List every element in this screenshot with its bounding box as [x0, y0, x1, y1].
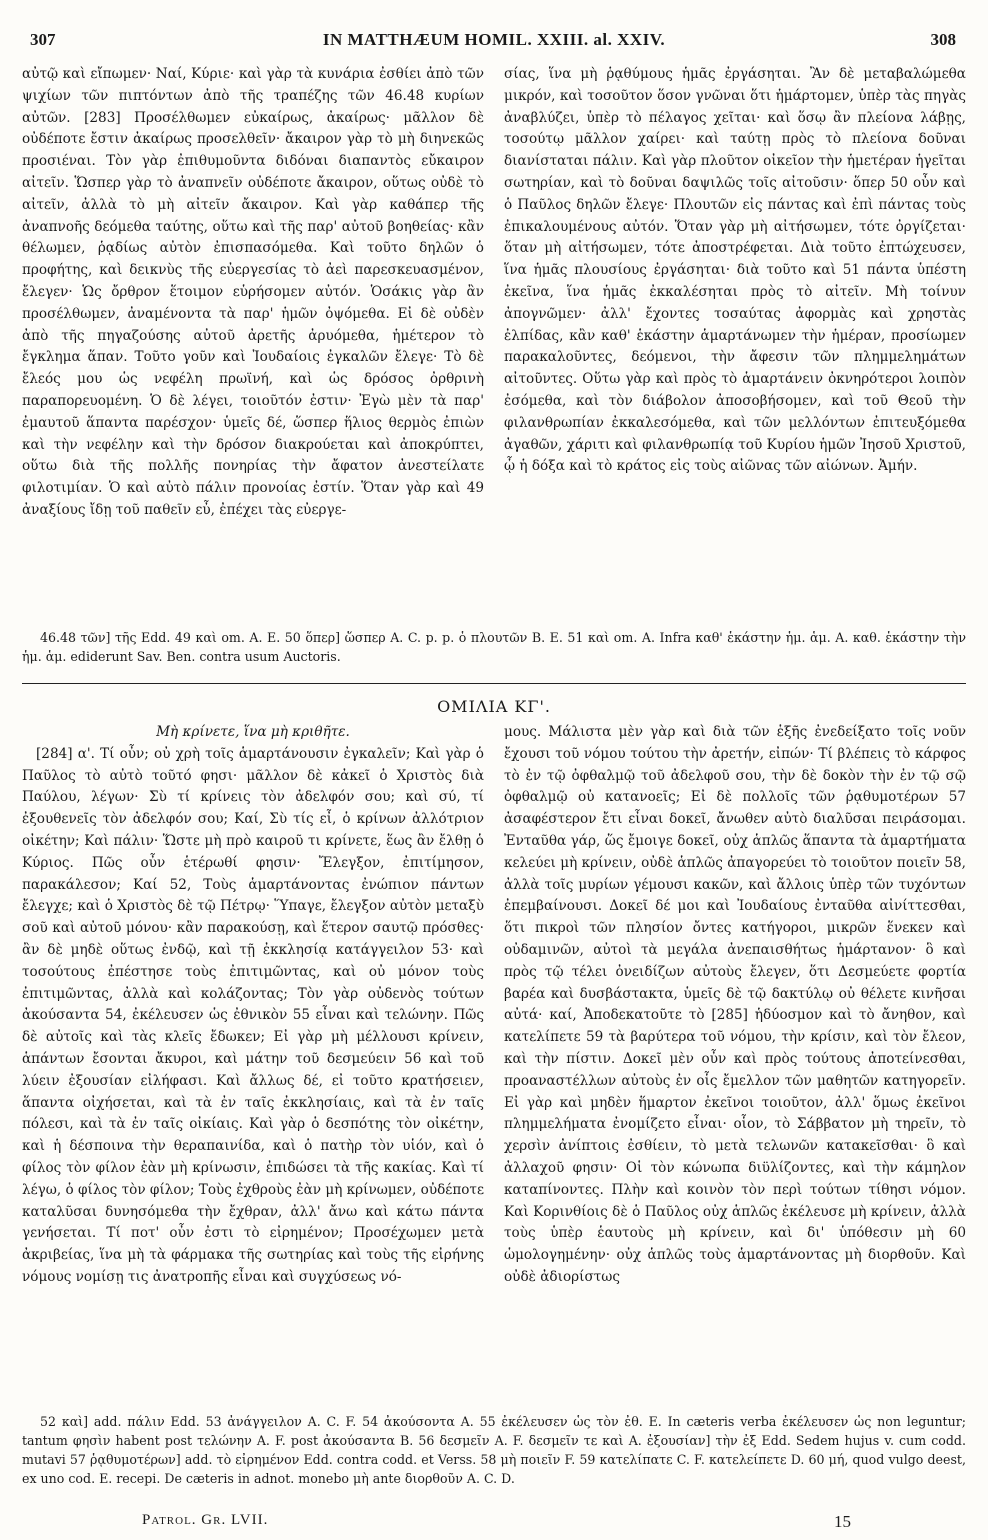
footnote-text: 52 καὶ] add. πάλιν Edd. 53 ἀνάγγειλον A. C. F. 54 ἀκούσοντα A. 55 ἐκέλευσεν ὡς τὸν ἐθ. E. In cæteris verba ἐκέλευσεν ὡς non leguntur; tantum φησὶν habent post τελώνην A. F. post ἀκούσαντα B. 56 δεσμεῖν A. F. δεσμεῖν τε καὶ A. ἐξουσίαν] τὴν ἐξ Edd. Sedem hujus v. cum codd. mutavi 57 ῥᾳθυμοτέρων] add. τὸ εἰρημένον Edd. contra codd. et Verss. 58 μὴ ποιεῖν F. 59 κατελίπατε C. F. κατελείπετε D. 60 μή, quod vulgo deest, ex uno cod. E. recepi. De cæteris in adnot. monebo μὴ ante διορθοῦν A. C. D. — [22, 1414, 966, 1486]
upper-left-column — [22, 64, 494, 522]
page-footer — [22, 1512, 966, 1534]
homily-title: ΟΜΙΛΙΑ ΚΓ'. — [437, 697, 551, 716]
lower-right-column — [494, 722, 966, 1289]
upper-footnotes — [22, 628, 966, 666]
page-number-left: 307 — [30, 30, 56, 49]
lower-footnotes — [22, 1412, 966, 1488]
running-head — [22, 30, 966, 56]
paragraph: αὐτῷ καὶ εἴπωμεν· Ναί, Κύριε· καὶ γὰρ τὰ κυνάρια ἐσθίει ἀπὸ τῶν ψιχίων τῶν πιπτόντων ἀπὸ τῆς τραπέζης τῶν 46.48 κυρίων αὐτῶν. [283] Προσέλθωμεν εὐκαίρως, ἀκαίρως· μᾶλλον δὲ οὐδέποτε ἔστιν ἀκαίρως προσελθεῖν· ἄκαιρον γὰρ τὸ μὴ διηνεκῶς προσιέναι. Τὸν γὰρ ἐπιθυμοῦντα διδόναι διαπαντὸς εὔκαιρον αἰτεῖν. Ὥσπερ γὰρ τὸ ἀναπνεῖν οὐδέποτε ἄκαιρον, οὕτως οὐδὲ τὸ αἰτεῖν, ἀλλὰ τὸ μὴ αἰτεῖν ἄκαιρον. Καὶ γὰρ καθάπερ τῆς ἀναπνοῆς δεόμεθα ταύτης, οὕτω καὶ τῆς παρ' αὐτοῦ βοηθείας· κἂν θέλωμεν, ῥᾳδίως αὐτὸν ἐπισπασόμεθα. Καὶ τοῦτο δηλῶν ὁ προφήτης, καὶ δεικνὺς τῆς εὐεργεσίας τὸ ἀεὶ παρεσκευασμένον, ἔλεγεν· Ὡς ὄρθρον ἕτοιμον εὑρήσομεν αὐτόν. Ὁσάκις γὰρ ἂν προσέλθωμεν, ἀναμένοντα τὰ παρ' ἡμῶν ὀψόμεθα. Εἰ δὲ οὐδὲν ἀπὸ τῆς πηγαζούσης αὐτοῦ ἀρετῆς ἀρυόμεθα, ἡμέτερον τὸ ἔγκλημα ἅπαν. Τοῦτο γοῦν καὶ Ἰουδαίοις ἐγκαλῶν ἔλεγε· Τὸ δὲ ἔλεός μου ὡς νεφέλη πρωϊνή, καὶ ὡς δρόσος ὀρθρινὴ παραπορευομένη. Ὁ δὲ λέγει, τοιοῦτόν ἐστιν· Ἐγὼ μὲν τὰ παρ' ἐμαυτοῦ ἅπαντα παρέσχον· ὑμεῖς δέ, ὥσπερ ἥλιος θερμὸς ἐπιὼν καὶ τὴν νεφέλην καὶ τὴν δρόσον διακρούεται καὶ ἀποκρύπτει, οὕτω διὰ τῆς πολλῆς πονηρίας τὴν ἄφατον ἀνεστείλατε φιλοτιμίαν. Ὁ καὶ αὐτὸ πάλιν προνοίας ἐστίν. Ὅταν γὰρ καὶ 49 ἀναξίους ἴδῃ τοῦ παθεῖν εὖ, ἐπέχει τὰς εὐεργε- — [22, 66, 484, 518]
lower-columns — [22, 722, 966, 1289]
series-signature: Patrol. Gr. LVII. — [142, 1512, 269, 1528]
upper-right-column — [494, 64, 966, 522]
signature-number: 15 — [834, 1512, 851, 1531]
page-number-right: 308 — [930, 30, 956, 49]
running-title: IN MATTHÆUM HOMIL. XXIII. al. XXIV. — [322, 30, 666, 49]
scripture-heading: Μὴ κρίνετε, ἵνα μὴ κριθῆτε. — [156, 724, 350, 740]
lower-left-column — [22, 722, 494, 1289]
upper-columns — [22, 64, 966, 522]
paragraph: μους. Μάλιστα μὲν γὰρ καὶ διὰ τῶν ἑξῆς ἐνεδείξατο τοῖς νοῦν ἔχουσι τοῦ νόμου τούτου τὴν ἀρετήν, εἰπών· Τί βλέπεις τὸ κάρφος τὸ ἐν τῷ ὀφθαλμῷ τοῦ ἀδελφοῦ σου, τὴν δὲ δοκὸν τὴν ἐν τῷ σῷ ὀφθαλμῷ οὐ κατανοεῖς; Εἰ δὲ πολλοῖς τῶν ῥᾳθυμοτέρων 57 ἀσαφέστερον ἔτι εἶναι δοκεῖ, ἄνωθεν αὐτὸ διαλῦσαι πειράσομαι. Ἐνταῦθα γάρ, ὥς ἔμοιγε δοκεῖ, οὐχ ἁπλῶς ἅπαντα τὰ ἁμαρτήματα κελεύει μὴ κρίνειν, οὐδὲ ἁπλῶς ἀπαγορεύει τὸ τοιοῦτον ποιεῖν 58, ἀλλὰ τοῖς μυρίων γέμουσι κακῶν, καὶ ἄλλοις ὑπὲρ τῶν τυχόντων ἐπεμβαίνουσι. Δοκεῖ δέ μοι καὶ Ἰουδαίους ἐνταῦθα αἰνίττεσθαι, ὅτι πικροὶ τῶν πλησίον ὄντες κατήγοροι, μικρῶν ἕνεκεν καὶ οὐδαμινῶν, αὐτοὶ τὰ μεγάλα ἀνεπαισθήτως ἡμάρτανον· ὃ καὶ πρὸς τῷ τέλει ὀνειδίζων αὐτοὺς ἔλεγεν, ὅτι Δεσμεύετε φορτία βαρέα καὶ δυσβάστακτα, ὑμεῖς δὲ τῷ δακτύλῳ οὐ θέλετε κινῆσαι αὐτά· καί, Ἀποδεκατοῦτε τὸ [285] ἡδύοσμον καὶ τὸ ἄνηθον, καὶ κατελίπετε 59 τὰ βαρύτερα τοῦ νόμου, τὴν κρίσιν, καὶ τὸν ἔλεον, καὶ τὴν πίστιν. Δοκεῖ μὲν οὖν καὶ πρὸς τούτους ἀποτείνεσθαι, προαναστέλλων αὐτοὺς ἐν οἷς ἔμελλον τῶν μαθητῶν κατηγορεῖν. Εἰ γὰρ καὶ μηδὲν ἥμαρτον ἐκεῖνοι τοιοῦτον, ἀλλ' ὅμως ἐκεῖνοι πλημμελήματα ἐνομίζετο εἶναι· οἷον, τὸ Σάββατον μὴ τηρεῖν, τὸ χερσὶν ἀνίπτοις ἐσθίειν, τὸ μετὰ τελωνῶν κατακεῖσθαι· ὃ καὶ ἀλλαχοῦ φησιν· Οἱ τὸν κώνωπα διϋλίζοντες, καὶ τὴν κάμηλον καταπίνοντες. Πλὴν καὶ κοινὸν τὸν περὶ τούτων τίθησι νόμον. Καὶ Κορινθίοις δὲ ὁ Παῦλος οὐχ ἁπλῶς ἐκέλευσε μὴ κρίνειν, ἀλλὰ τοὺς ὑπὲρ ἑαυτοὺς μὴ κρίνειν, καὶ δι' ὑπόθεσιν μὴ 60 ὡμολογημένην· οὐχ ἁπλῶς τοὺς ἁμαρτάνοντας μὴ διορθοῦν. Καὶ οὐδὲ ἀδιορίστως — [504, 724, 966, 1285]
paragraph: σίας, ἵνα μὴ ῥᾳθύμους ἡμᾶς ἐργάσηται. Ἂν δὲ μεταβαλώμεθα μικρόν, καὶ τοσοῦτον ὅσον γνῶναι ὅτι ἡμάρτομεν, ὑπὲρ τὰς πηγὰς ἀναβλύζει, ὑπὲρ τὸ πέλαγος χεῖται· καὶ ὅσῳ ἂν πλείονα λάβῃς, τοσούτῳ μᾶλλον χαίρει· καὶ ταύτῃ πρὸς τὸ πλείονα δοῦναι διανίσταται πάλιν. Καὶ γὰρ πλοῦτον οἰκεῖον τὴν ἡμετέραν ἡγεῖται σωτηρίαν, καὶ τὸ δοῦναι δαψιλῶς τοῖς αἰτοῦσιν· ὅπερ 50 οὖν καὶ ὁ Παῦλος δηλῶν ἔλεγε· Πλουτῶν εἰς πάντας καὶ ἐπὶ πάντας τοὺς ἐπικαλουμένους αὐτόν. Ὅταν γὰρ μὴ αἰτήσωμεν, τότε ὀργίζεται· ὅταν μὴ αἰτήσωμεν, τότε ἀποστρέφεται. Διὰ τοῦτο ἐπτώχευσεν, ἵνα ἡμᾶς πλουσίους ἐργάσηται· διὰ τοῦτο καὶ 51 πάντα ὑπέστη ἐκεῖνα, ἵνα ἡμᾶς ἐκκαλέσηται πρὸς τὸ αἰτεῖν. Μὴ τοίνυν ἀπογνῶμεν· ἀλλ' ἔχοντες τοσαύτας ἀφορμὰς καὶ χρηστὰς ἐλπίδας, κἂν καθ' ἑκάστην ἁμαρτάνωμεν τὴν ἡμέραν, προσίωμεν παρακαλοῦντες, δεόμενοι, τὴν ἄφεσιν τῶν πλημμελημάτων αἰτοῦντες. Οὕτω γὰρ καὶ πρὸς τὸ ἁμαρτάνειν ὀκνηρότεροι λοιπὸν ἐσόμεθα, καὶ τὸν διάβολον ἀποσοβήσομεν, καὶ τοῦ Θεοῦ τὴν φιλανθρωπίαν ἐκκαλεσόμεθα, καὶ τῶν μελλόντων ἐπιτευξόμεθα ἀγαθῶν, χάριτι καὶ φιλανθρωπίᾳ τοῦ Κυρίου ἡμῶν Ἰησοῦ Χριστοῦ, ᾧ ἡ δόξα καὶ τὸ κράτος εἰς τοὺς αἰῶνας τῶν αἰώνων. Ἀμήν. — [504, 66, 966, 475]
paragraph: [284] α'. Τί οὖν; οὐ χρὴ τοῖς ἁμαρτάνουσιν ἐγκαλεῖν; Καὶ γὰρ ὁ Παῦλος τὸ αὐτὸ τοῦτό φησι· μᾶλλον δὲ κἀκεῖ ὁ Χριστὸς διὰ Παύλου, λέγων· Σὺ τί κρίνεις τὸν ἀδελφόν σου; καὶ σύ, τί ἐξουθενεῖς τὸν ἀδελφόν σου; Καί, Σὺ τίς εἶ, ὁ κρίνων ἀλλότριον οἰκέτην; Καὶ πάλιν· Ὥστε μὴ πρὸ καιροῦ τι κρίνετε, ἕως ἂν ἔλθῃ ὁ Κύριος. Πῶς οὖν ἑτέρωθί φησιν· Ἔλεγξον, ἐπιτίμησον, παρακάλεσον; Καί 52, Τοὺς ἁμαρτάνοντας ἐνώπιον πάντων ἔλεγχε; καὶ ὁ Χριστὸς δὲ τῷ Πέτρῳ· Ὕπαγε, ἔλεγξον αὐτὸν μεταξὺ σοῦ καὶ αὐτοῦ μόνου· κἂν παρακούσῃ, καὶ ἕτερον σαυτῷ πρόσθες· ἂν δὲ μηδὲ οὕτως ἐνδῷ, καὶ τῇ ἐκκλησίᾳ κατάγγειλον 53· καὶ τοσούτους ἐπέστησε τοὺς ἐπιτιμῶντας, καὶ οὐ μόνον τοὺς ἐπιτιμῶντας, ἀλλὰ καὶ κολάζοντας; Τὸν γὰρ οὐδενὸς τούτων ἀκούσαντα 54, ἐκέλευσεν ὡς ἐθνικὸν 55 εἶναι καὶ τελώνην. Πῶς δὲ αὐτοῖς καὶ τὰς κλεῖς ἔδωκεν; Εἰ γὰρ μὴ μέλλουσι κρίνειν, ἁπάντων ἔσονται ἄκυροι, καὶ μάτην τοῦ δεσμεύειν 56 καὶ τοῦ λύειν ἐξουσίαν εἰλήφασι. Καὶ ἄλλως δέ, εἰ τοῦτο κρατήσειεν, ἅπαντα οἰχήσεται, καὶ τὰ ἐν ταῖς ἐκκλησίαις, καὶ τὰ ἐν ταῖς πόλεσι, καὶ τὰ ἐν ταῖς οἰκίαις. Καὶ γὰρ ὁ δεσπότης τὸν οἰκέτην, καὶ ἡ δέσποινα τὴν θεραπαινίδα, καὶ ὁ πατὴρ τὸν υἱόν, καὶ ὁ φίλος τὸν φίλον ἐὰν μὴ κρίνωσιν, ἐπιδώσει τὰ τῆς κακίας. Καὶ τί λέγω, ὁ φίλος τὸν φίλον; Τοὺς ἐχθροὺς ἐὰν μὴ κρίνωμεν, οὐδέποτε καταλῦσαι δυνησόμεθα τὴν ἔχθραν, ἀλλ' ἄνω καὶ κάτω πάντα γενήσεται. Τί ποτ' οὖν ἐστι τὸ εἰρημένον; Προσέχωμεν μετὰ ἀκριβείας, ἵνα μὴ τὰ φάρμακα τῆς σωτηρίας καὶ τοὺς τῆς εἰρήνης νόμους νομίσῃ τις ἀνατροπῆς εἶναι καὶ συγχύσεως νό- — [22, 745, 484, 1285]
section-divider — [22, 683, 966, 684]
footnote-text: 46.48 τῶν] τῆς Edd. 49 καὶ om. A. E. 50 ὅπερ] ὥσπερ A. C. p. p. ὁ πλουτῶν B. E. 51 καὶ om. A. Infra καθ' ἑκάστην ἡμ. ἁμ. A. καθ. ἑκάστην τὴν ἡμ. ἁμ. ediderunt Sav. Ben. contra usum Auctoris. — [22, 630, 966, 664]
